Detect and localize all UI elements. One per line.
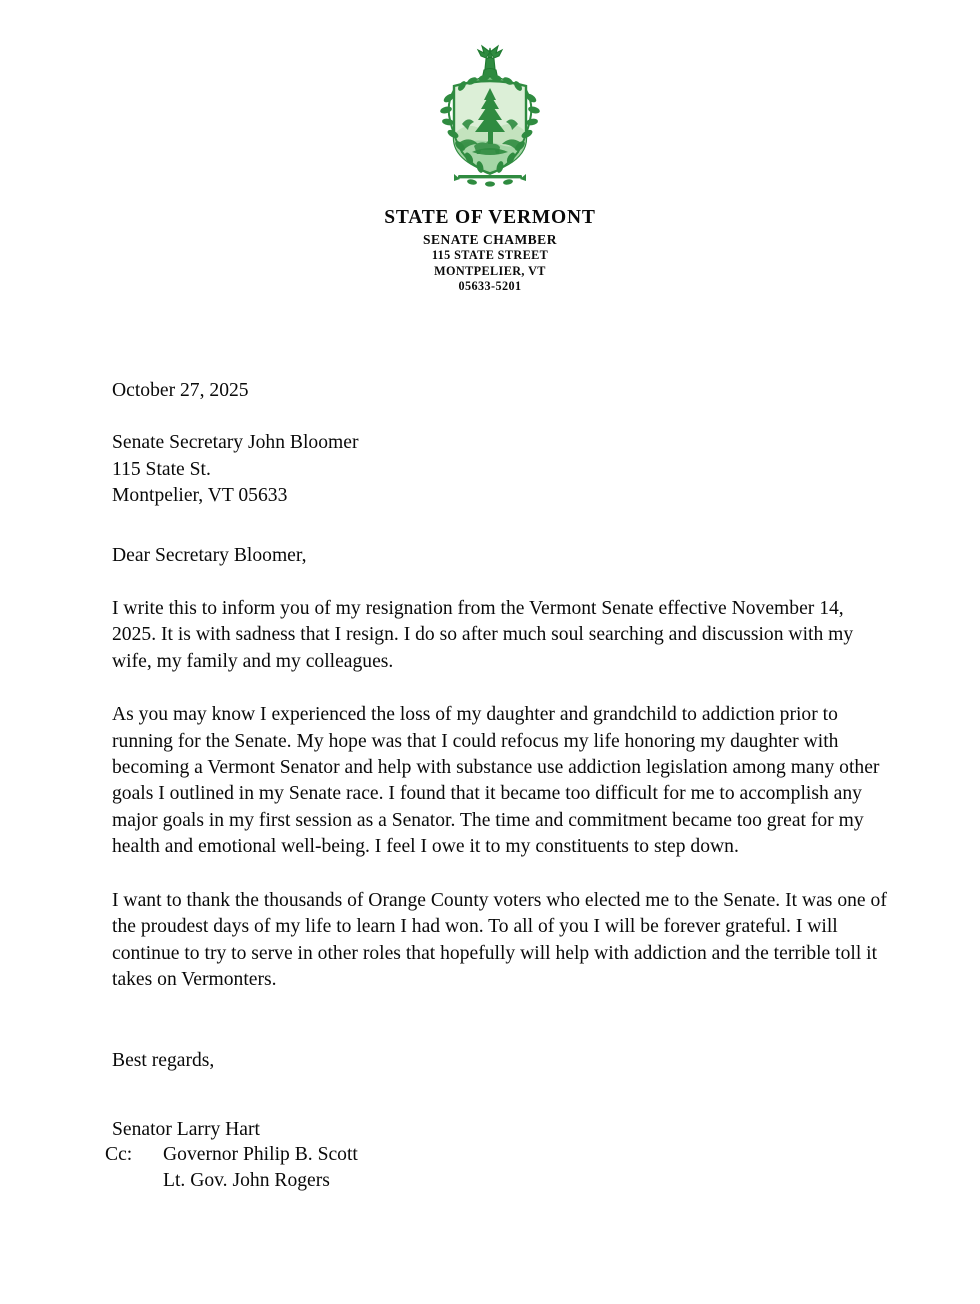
cc-recipients: [163, 1142, 358, 1195]
closing: Best regards,: [112, 1050, 215, 1072]
vermont-state-seal-icon: [428, 42, 552, 192]
salutation: Dear Secretary Bloomer,: [112, 544, 307, 566]
cc-row: [105, 1142, 358, 1195]
letterhead-street: 115 STATE STREET: [431, 248, 549, 263]
body-paragraph-2: As you may know I experienced the loss of my daughter and grandchild to addiction prior to running for the Senate. My hope was that I could refocus my life honoring my daughter with becoming a Vermont Senator and help with substance use addiction legislation among many other goals I outlined in my Senate race. I found that it became too difficult for me to accomplish any major goals in my first session as a Senator. The time and commitment became too great for my health and emotional well-being. I feel I owe it to my constituents to step down.: [112, 704, 880, 858]
letterhead-zip: 05633-5201: [458, 279, 522, 294]
recipient-name: Senate Secretary John Bloomer: [112, 432, 359, 454]
body-paragraph-1: I write this to inform you of my resignation from the Vermont Senate effective November 14, 2025. It is with sadness that I resign. I do so after much soul searching and discussion with my wife, my family and my colleagues.: [112, 598, 854, 672]
letterhead-state: STATE OF VERMONT: [384, 207, 596, 228]
cc-recipient-1: Governor Philip B. Scott: [163, 1144, 358, 1165]
body-paragraph-3: I want to thank the thousands of Orange County voters who elected me to the Senate. It was one of the proudest days of my life to learn I had won. To all of you I will be forever grateful. I will continue to try to serve in other roles that hopefully will help with addiction and the terrible toll it takes on Vermonters.: [112, 889, 887, 990]
cc-label: Cc:: [105, 1144, 133, 1165]
cc-recipient-2: Lt. Gov. John Rogers: [163, 1170, 330, 1192]
letter-body: [112, 378, 887, 1143]
signature-name: Senator Larry Hart: [112, 1118, 260, 1140]
recipient-city-state-zip: Montpelier, VT 05633: [112, 485, 288, 507]
letterhead-chamber: SENATE CHAMBER: [423, 231, 557, 247]
recipient-address: [112, 430, 887, 509]
letter-date: October 27, 2025: [112, 380, 249, 401]
cc-block: [105, 1142, 358, 1195]
letterhead: [0, 42, 980, 295]
letterhead-city: MONTPELIER, VT: [434, 263, 546, 278]
recipient-street: 115 State St.: [112, 458, 211, 480]
